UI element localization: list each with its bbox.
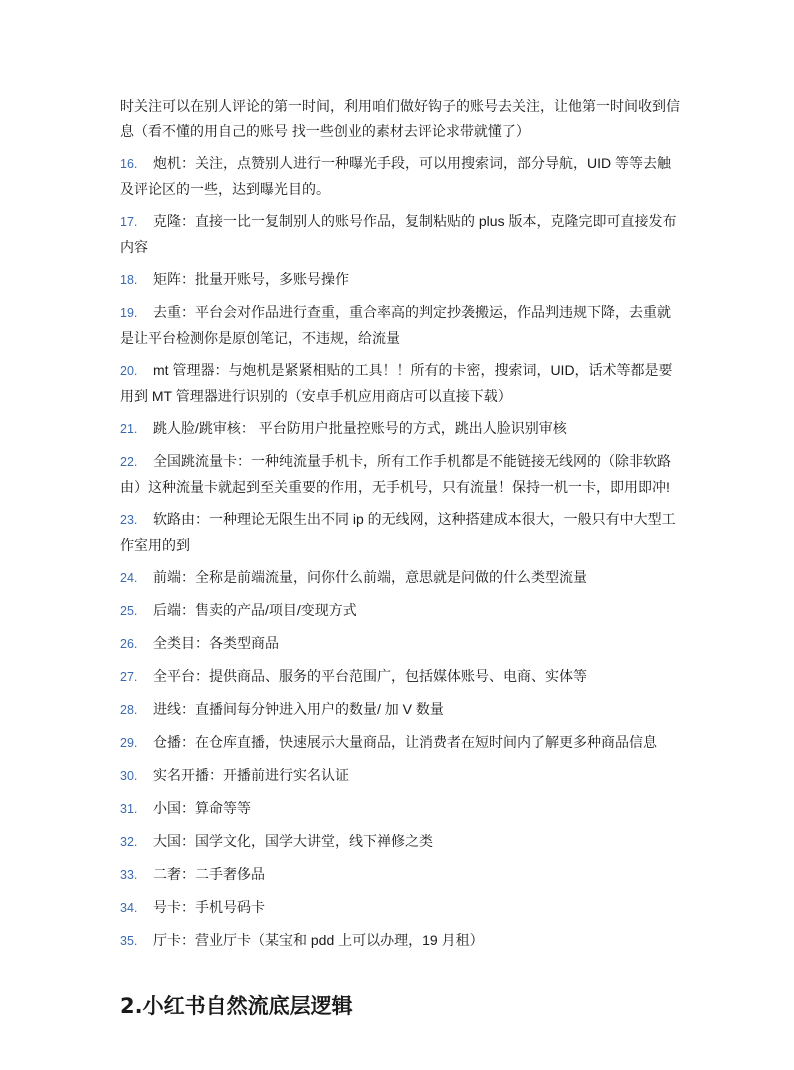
list-item-number: 16. xyxy=(120,157,138,171)
list-item xyxy=(120,763,680,789)
list-item xyxy=(120,151,680,202)
list-item-text: 大国：国学文化，国学大讲堂，线下禅修之类 xyxy=(153,833,433,849)
list-item-number: 32. xyxy=(120,835,138,849)
list-item xyxy=(120,209,680,260)
list-item-text: mt 管理器：与炮机是紧紧相贴的工具！！所有的卡密，搜索词，UID，话术等都是要用到 MT 管理器进行识别的（安卓手机应用商店可以直接下载） xyxy=(120,362,673,404)
list-item xyxy=(120,598,680,624)
list-item xyxy=(120,507,680,558)
intro-paragraph: 时关注可以在别人评论的第一时间，利用咱们做好钩子的账号去关注，让他第一时间收到信息（看不懂的用自己的账号 找一些创业的素材去评论求带就懂了） xyxy=(120,98,680,139)
list-item-text: 去重：平台会对作品进行查重，重合率高的判定抄袭搬运，作品判违规下降，去重就是让平台检测你是原创笔记，不违规，给流量 xyxy=(120,304,671,346)
section-heading: 2.小红书自然流底层逻辑 xyxy=(120,994,353,1018)
list-item xyxy=(120,449,680,500)
list-item-number: 27. xyxy=(120,670,138,684)
list-item xyxy=(120,730,680,756)
list-item-number: 29. xyxy=(120,736,138,750)
list-item-text: 小国：算命等等 xyxy=(153,800,251,816)
list-item-text: 全平台：提供商品、服务的平台范围广，包括媒体账号、电商、实体等 xyxy=(153,668,587,684)
list-item-text: 二奢：二手奢侈品 xyxy=(153,866,265,882)
list-item-text: 全类目：各类型商品 xyxy=(153,635,279,651)
list-item-number: 26. xyxy=(120,637,138,651)
list-item-text: 后端：售卖的产品/项目/变现方式 xyxy=(153,602,357,618)
list-item xyxy=(120,895,680,921)
list-item-number: 23. xyxy=(120,513,138,527)
list-item xyxy=(120,631,680,657)
list-item xyxy=(120,829,680,855)
list-item-number: 28. xyxy=(120,703,138,717)
list-item-text: 炮机：关注，点赞别人进行一种曝光手段，可以用搜索词，部分导航，UID 等等去触及评论区的一些，达到曝光目的。 xyxy=(120,155,671,197)
list-item-number: 24. xyxy=(120,571,138,585)
list-item-text: 跳人脸/跳审核： 平台防用户批量控账号的方式，跳出人脸识别审核 xyxy=(153,420,567,436)
list-item xyxy=(120,267,680,293)
list-item xyxy=(120,416,680,442)
list-item-number: 30. xyxy=(120,769,138,783)
list-item-number: 31. xyxy=(120,802,138,816)
list-item-number: 25. xyxy=(120,604,138,618)
list-item xyxy=(120,697,680,723)
list-item-text: 矩阵：批量开账号，多账号操作 xyxy=(153,271,349,287)
document-body xyxy=(120,94,680,961)
list-item xyxy=(120,928,680,954)
list-item-number: 22. xyxy=(120,455,138,469)
list-item xyxy=(120,565,680,591)
list-item-text: 仓播：在仓库直播，快速展示大量商品，让消费者在短时间内了解更多种商品信息 xyxy=(153,734,657,750)
list-item-number: 21. xyxy=(120,422,138,436)
list-item xyxy=(120,664,680,690)
list-item-text: 号卡：手机号码卡 xyxy=(153,899,265,915)
list-item-text: 前端：全称是前端流量，问你什么前端，意思就是问做的什么类型流量 xyxy=(153,569,587,585)
list-item-text: 厅卡：营业厅卡（某宝和 pdd 上可以办理，19 月租） xyxy=(153,932,484,948)
list-item xyxy=(120,796,680,822)
list-item-number: 33. xyxy=(120,868,138,882)
glossary-list xyxy=(120,151,680,954)
list-item xyxy=(120,862,680,888)
list-item-number: 34. xyxy=(120,901,138,915)
list-item xyxy=(120,358,680,409)
list-item-text: 软路由：一种理论无限生出不同 ip 的无线网，这种搭建成本很大，一般只有中大型工作室用的到 xyxy=(120,511,676,553)
list-item-text: 实名开播：开播前进行实名认证 xyxy=(153,767,349,783)
list-item-text: 进线：直播间每分钟进入用户的数量/ 加 V 数量 xyxy=(153,701,444,717)
list-item-number: 18. xyxy=(120,273,138,287)
list-item-number: 17. xyxy=(120,215,138,229)
list-item xyxy=(120,300,680,351)
list-item-number: 19. xyxy=(120,306,138,320)
list-item-number: 20. xyxy=(120,364,138,378)
list-item-number: 35. xyxy=(120,934,138,948)
list-item-text: 全国跳流量卡：一种纯流量手机卡，所有工作手机都是不能链接无线网的（除非软路由）这种流量卡就起到至关重要的作用，无手机号，只有流量！保持一机一卡，即用即冲! xyxy=(120,453,671,495)
list-item-text: 克隆：直接一比一复制别人的账号作品，复制粘贴的 plus 版本，克隆完即可直接发布内容 xyxy=(120,213,677,255)
